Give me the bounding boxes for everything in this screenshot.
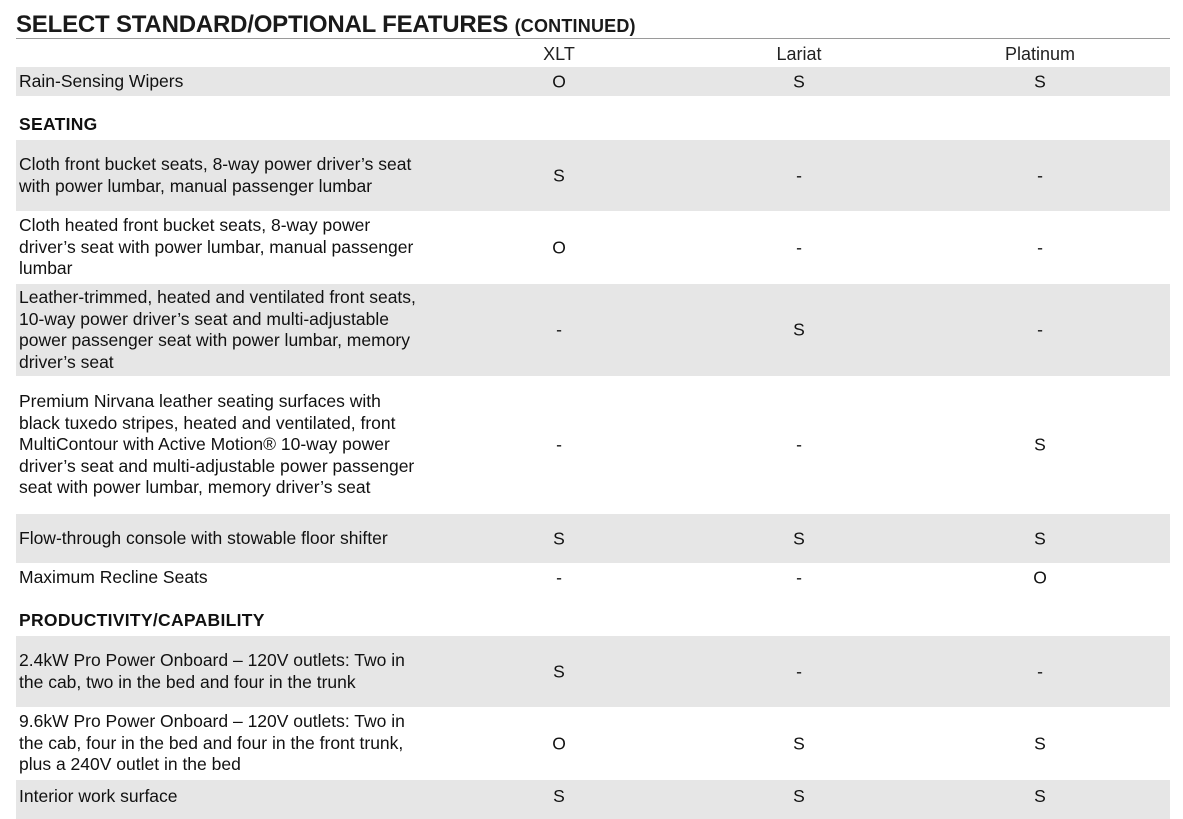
- column-header-row: [16, 39, 1170, 67]
- value-platinum: S: [1034, 786, 1046, 806]
- column-header-platinum: Platinum: [1004, 44, 1076, 64]
- feature-row-2-4kw-pro-power: [16, 636, 1170, 707]
- value-xlt: -: [556, 434, 562, 455]
- value-xlt: S: [553, 164, 565, 185]
- value-platinum: O: [1033, 567, 1047, 588]
- value-platinum: S: [1034, 732, 1046, 753]
- value-xlt: O: [552, 732, 566, 753]
- feature-name: 2.4kW Pro Power Onboard – 120V outlets: Two in the cab, two in the bed and four in the trunk: [19, 650, 405, 692]
- value-lariat: S: [793, 732, 805, 753]
- feature-row-flow-through-console: [16, 513, 1170, 563]
- feature-name: Flow-through console with stowable floor shifter: [19, 527, 388, 548]
- page-title-suffix: (CONTINUED): [514, 16, 636, 36]
- feature-row-9-6kw-pro-power: [16, 707, 1170, 779]
- feature-row-premium-nirvana-leather: [16, 376, 1170, 513]
- section-heading-productivity: [16, 592, 1170, 636]
- value-xlt: S: [553, 786, 565, 806]
- column-header-lariat: Lariat: [776, 44, 822, 64]
- value-platinum: S: [1034, 527, 1046, 548]
- column-header-xlt: XLT: [543, 44, 575, 64]
- value-lariat: S: [793, 70, 805, 91]
- section-heading-seating: [16, 96, 1170, 140]
- feature-name: Maximum Recline Seats: [19, 567, 208, 588]
- value-lariat: -: [796, 434, 802, 455]
- feature-name: Cloth heated front bucket seats, 8-way power driver’s seat with power lumbar, manual passenger lumbar: [19, 215, 414, 279]
- feature-row-maximum-recline-seats: [16, 563, 1170, 592]
- value-xlt: -: [556, 567, 562, 588]
- value-platinum: -: [1037, 319, 1043, 340]
- value-xlt: O: [552, 70, 566, 91]
- feature-name: Interior work surface: [19, 786, 178, 806]
- value-lariat: S: [793, 527, 805, 548]
- value-lariat: -: [796, 236, 802, 257]
- section-title: PRODUCTIVITY/CAPABILITY: [19, 610, 265, 630]
- feature-name: 9.6kW Pro Power Onboard – 120V outlets: Two in the cab, four in the bed and four in the front trunk, plus a 240V outlet in the bed: [19, 711, 405, 775]
- feature-name: Rain-Sensing Wipers: [19, 70, 184, 91]
- feature-row-cloth-heated-bucket-seats: [16, 211, 1170, 283]
- value-xlt: S: [553, 527, 565, 548]
- feature-row-interior-work-surface: [16, 779, 1170, 819]
- feature-row-leather-trimmed-seats: [16, 283, 1170, 376]
- page-title: [16, 0, 1170, 38]
- feature-name: Premium Nirvana leather seating surfaces with black tuxedo stripes, heated and ventilated, front MultiContour with Active Motion® 10-way power driver’s seat and multi-adjustable power passenger seat with power lumbar, memory driver’s seat: [19, 391, 415, 498]
- value-lariat: S: [793, 786, 805, 806]
- value-platinum: -: [1037, 236, 1043, 257]
- value-lariat: -: [796, 660, 802, 681]
- value-xlt: O: [552, 236, 566, 257]
- feature-name: Leather-trimmed, heated and ventilated front seats, 10-way power driver’s seat and multi-adjustable power passenger seat with power lumbar, memory driver’s seat: [19, 287, 416, 372]
- section-title: SEATING: [19, 114, 98, 134]
- value-xlt: -: [556, 319, 562, 340]
- value-lariat: -: [796, 567, 802, 588]
- value-lariat: -: [796, 164, 802, 185]
- page-title-main: SELECT STANDARD/OPTIONAL FEATURES: [16, 11, 509, 38]
- value-platinum: -: [1037, 164, 1043, 185]
- feature-row-cloth-front-bucket-seats: [16, 140, 1170, 211]
- feature-name: Cloth front bucket seats, 8-way power driver’s seat with power lumbar, manual passenger lumbar: [19, 154, 412, 196]
- features-sheet: [16, 0, 1170, 819]
- feature-row-rain-sensing-wipers: [16, 67, 1170, 96]
- value-platinum: S: [1034, 70, 1046, 91]
- value-lariat: S: [793, 319, 805, 340]
- value-platinum: -: [1037, 660, 1043, 681]
- value-platinum: S: [1034, 434, 1046, 455]
- value-xlt: S: [553, 660, 565, 681]
